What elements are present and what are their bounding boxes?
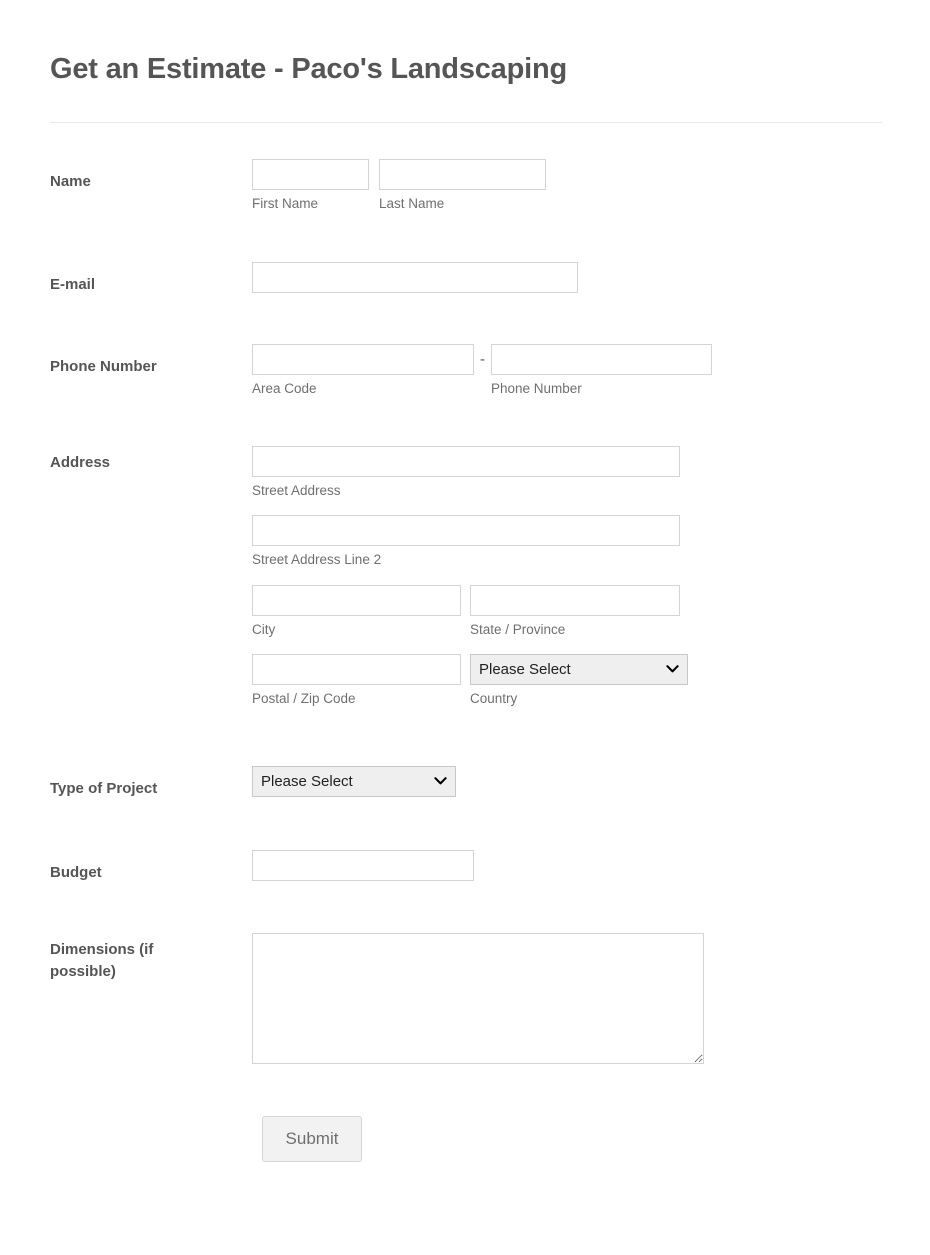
phone-number-group: [491, 344, 712, 398]
submit-button[interactable]: Submit: [262, 1116, 362, 1162]
field-row-phone: [50, 344, 880, 398]
label-type-of-project: Type of Project: [50, 779, 158, 797]
address-street2-block: [252, 515, 880, 569]
address-zip-country-block: [252, 654, 880, 708]
page-title: Get an Estimate - Paco's Landscaping: [50, 53, 568, 85]
label-email: E-mail: [50, 276, 96, 294]
label-dimensions: Dimensions (if possible): [50, 941, 154, 981]
address-city-state-block: [252, 585, 880, 639]
control-phone: [200, 344, 880, 398]
city-input[interactable]: [252, 585, 461, 616]
label-budget: Budget: [50, 863, 102, 881]
project-type-select[interactable]: [252, 766, 456, 797]
form-body: [0, 159, 930, 1163]
email-input[interactable]: [252, 262, 578, 293]
address-street-block: [252, 446, 880, 500]
control-submit: [200, 1116, 880, 1162]
sublabel-area-code: Area Code: [252, 381, 317, 397]
field-row-submit: [50, 1116, 880, 1162]
phone-separator: -: [480, 351, 485, 369]
country-select[interactable]: [470, 654, 688, 685]
field-row-address: [50, 446, 880, 708]
address-zip-group: [252, 654, 461, 708]
state-province-input[interactable]: [470, 585, 680, 616]
sublabel-postal-zip-code: Postal / Zip Code: [252, 691, 356, 707]
sublabel-phone-number: Phone Number: [491, 381, 582, 397]
label-address: Address: [50, 453, 111, 471]
sublabel-street-address-line2: Street Address Line 2: [252, 552, 382, 568]
control-name: [200, 159, 880, 213]
street-address-input[interactable]: [252, 446, 680, 477]
country-select-wrap: [470, 654, 688, 685]
sublabel-first-name: First Name: [252, 195, 319, 211]
address-state-group: [470, 585, 680, 639]
label-name: Name: [50, 172, 91, 190]
sublabel-street-address: Street Address: [252, 482, 341, 498]
address-country-group: [470, 654, 688, 708]
area-code-input[interactable]: [252, 344, 474, 375]
control-project-type: [200, 766, 880, 797]
submit-label-spacer: [50, 1116, 200, 1128]
sublabel-country: Country: [470, 691, 518, 707]
name-last-group: [379, 159, 546, 213]
control-address: [200, 446, 880, 708]
budget-input[interactable]: [252, 850, 474, 881]
sublabel-last-name: Last Name: [379, 195, 445, 211]
control-dimensions: [200, 933, 880, 1064]
phone-input-group: [252, 344, 880, 398]
dimensions-textarea[interactable]: [252, 933, 704, 1064]
name-first-group: [252, 159, 369, 213]
postal-zip-code-input[interactable]: [252, 654, 461, 685]
first-name-input[interactable]: [252, 159, 369, 190]
control-email: [200, 262, 880, 293]
address-city-group: [252, 585, 461, 639]
field-row-budget: [50, 850, 880, 884]
phone-area-group: [252, 344, 474, 398]
sublabel-city: City: [252, 621, 276, 637]
project-type-select-wrap: [252, 766, 456, 797]
phone-number-input[interactable]: [491, 344, 712, 375]
sublabel-state-province: State / Province: [470, 621, 566, 637]
control-budget: [200, 850, 880, 881]
field-row-dimensions: [50, 933, 880, 1064]
field-row-email: [50, 262, 880, 296]
last-name-input[interactable]: [379, 159, 546, 190]
header-divider: [50, 122, 882, 123]
field-row-name: [50, 159, 880, 213]
field-row-project-type: [50, 766, 880, 800]
street-address-line2-input[interactable]: [252, 515, 680, 546]
form-header: [0, 0, 930, 87]
label-phone-number: Phone Number: [50, 358, 157, 376]
